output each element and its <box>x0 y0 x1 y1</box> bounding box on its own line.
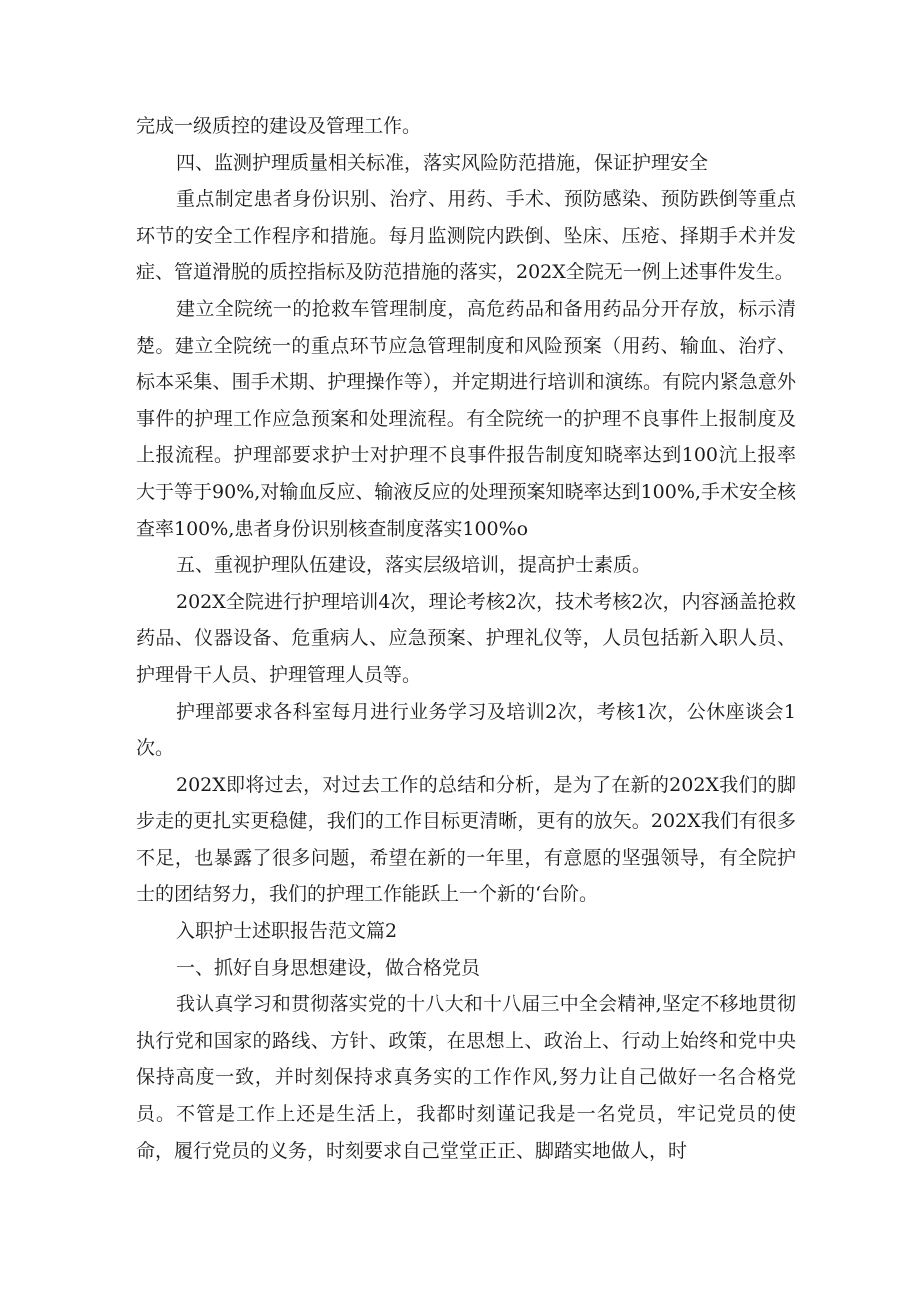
paragraph-7: 护理部要求各科室每月进行业务学习及培训2次，考核1次，公休座谈会1次。 <box>136 700 796 760</box>
paragraph-4: 建立全院统一的抢救车管理制度，高危药品和备用药品分开存放，标示清楚。建立全院统一的重点环节应急管理制度和风险预案（用药、输血、治疗、标本采集、围手术期、护理操作等），并定期进行培训和演练。有院内紧急意外事件的护理工作应急预案和处理流程。有全院统一的护理不良事件上报制度及上报流程。护理部要求护士对护理不良事件报告制度知晓率达到100沆上报率大于等于90%,对输血反应、输液反应的处理预案知晓率达到100%,手术安全核查率100%,患者身份识别核查制度落实100%o <box>136 297 796 540</box>
paragraph-3: 重点制定患者身份识别、治疗、用药、手术、预防感染、预防跌倒等重点环节的安全工作程序和措施。每月监测院内跌倒、坠床、压疮、择期手术并发症、管道滑脱的质控指标及防范措施的落实，202X全院无一例上述事件发生。 <box>136 188 796 284</box>
article-title-2: 入职护士述职报告范文篇2 <box>176 920 398 943</box>
paragraph-11: 我认真学习和贯彻落实党的十八大和十八届三中全会精神,坚定不移地贯彻执行党和国家的路线、方针、政策，在思想上、政治上、行动上始终和党中央保持高度一致，并时刻保持求真务实的工作作风,努力让自己做好一名合格党员。不管是工作上还是生活上，我都时刻谨记我是一名党员，牢记党员的使命，履行党员的义务，时刻要求自己堂堂正正、脚踏实地做人，时 <box>136 993 796 1162</box>
paragraph-8: 202X即将过去，对过去工作的总结和分析，是为了在新的202X我们的脚步走的更扎实更稳健，我们的工作目标更清晰，更有的放矢。202X我们有很多不足，也暴露了很多问题，希望在新的一年里，有意愿的坚强领导，有全院护士的团结努力，我们的护理工作能跃上一个新的‘台阶。 <box>136 773 796 906</box>
section-heading-4: 四、监测护理质量相关标准，落实风险防范措施，保证护理安全 <box>176 151 709 174</box>
paragraph-1: 完成一级质控的建设及管理工作。 <box>136 115 422 137</box>
section-heading-1: 一、抓好自身思想建设，做合格党员 <box>176 956 481 979</box>
section-heading-5: 五、重视护理队伍建设，落实层级培训，提高护士素质。 <box>176 554 652 577</box>
paragraph-6: 202X全院进行护理培训4次，理论考核2次，技术考核2次，内容涵盖抢救药品、仪器设备、危重病人、应急预案、护理礼仪等，人员包括新入职人员、护理骨干人员、护理管理人员等。 <box>136 590 796 686</box>
document-body <box>136 108 796 1169</box>
